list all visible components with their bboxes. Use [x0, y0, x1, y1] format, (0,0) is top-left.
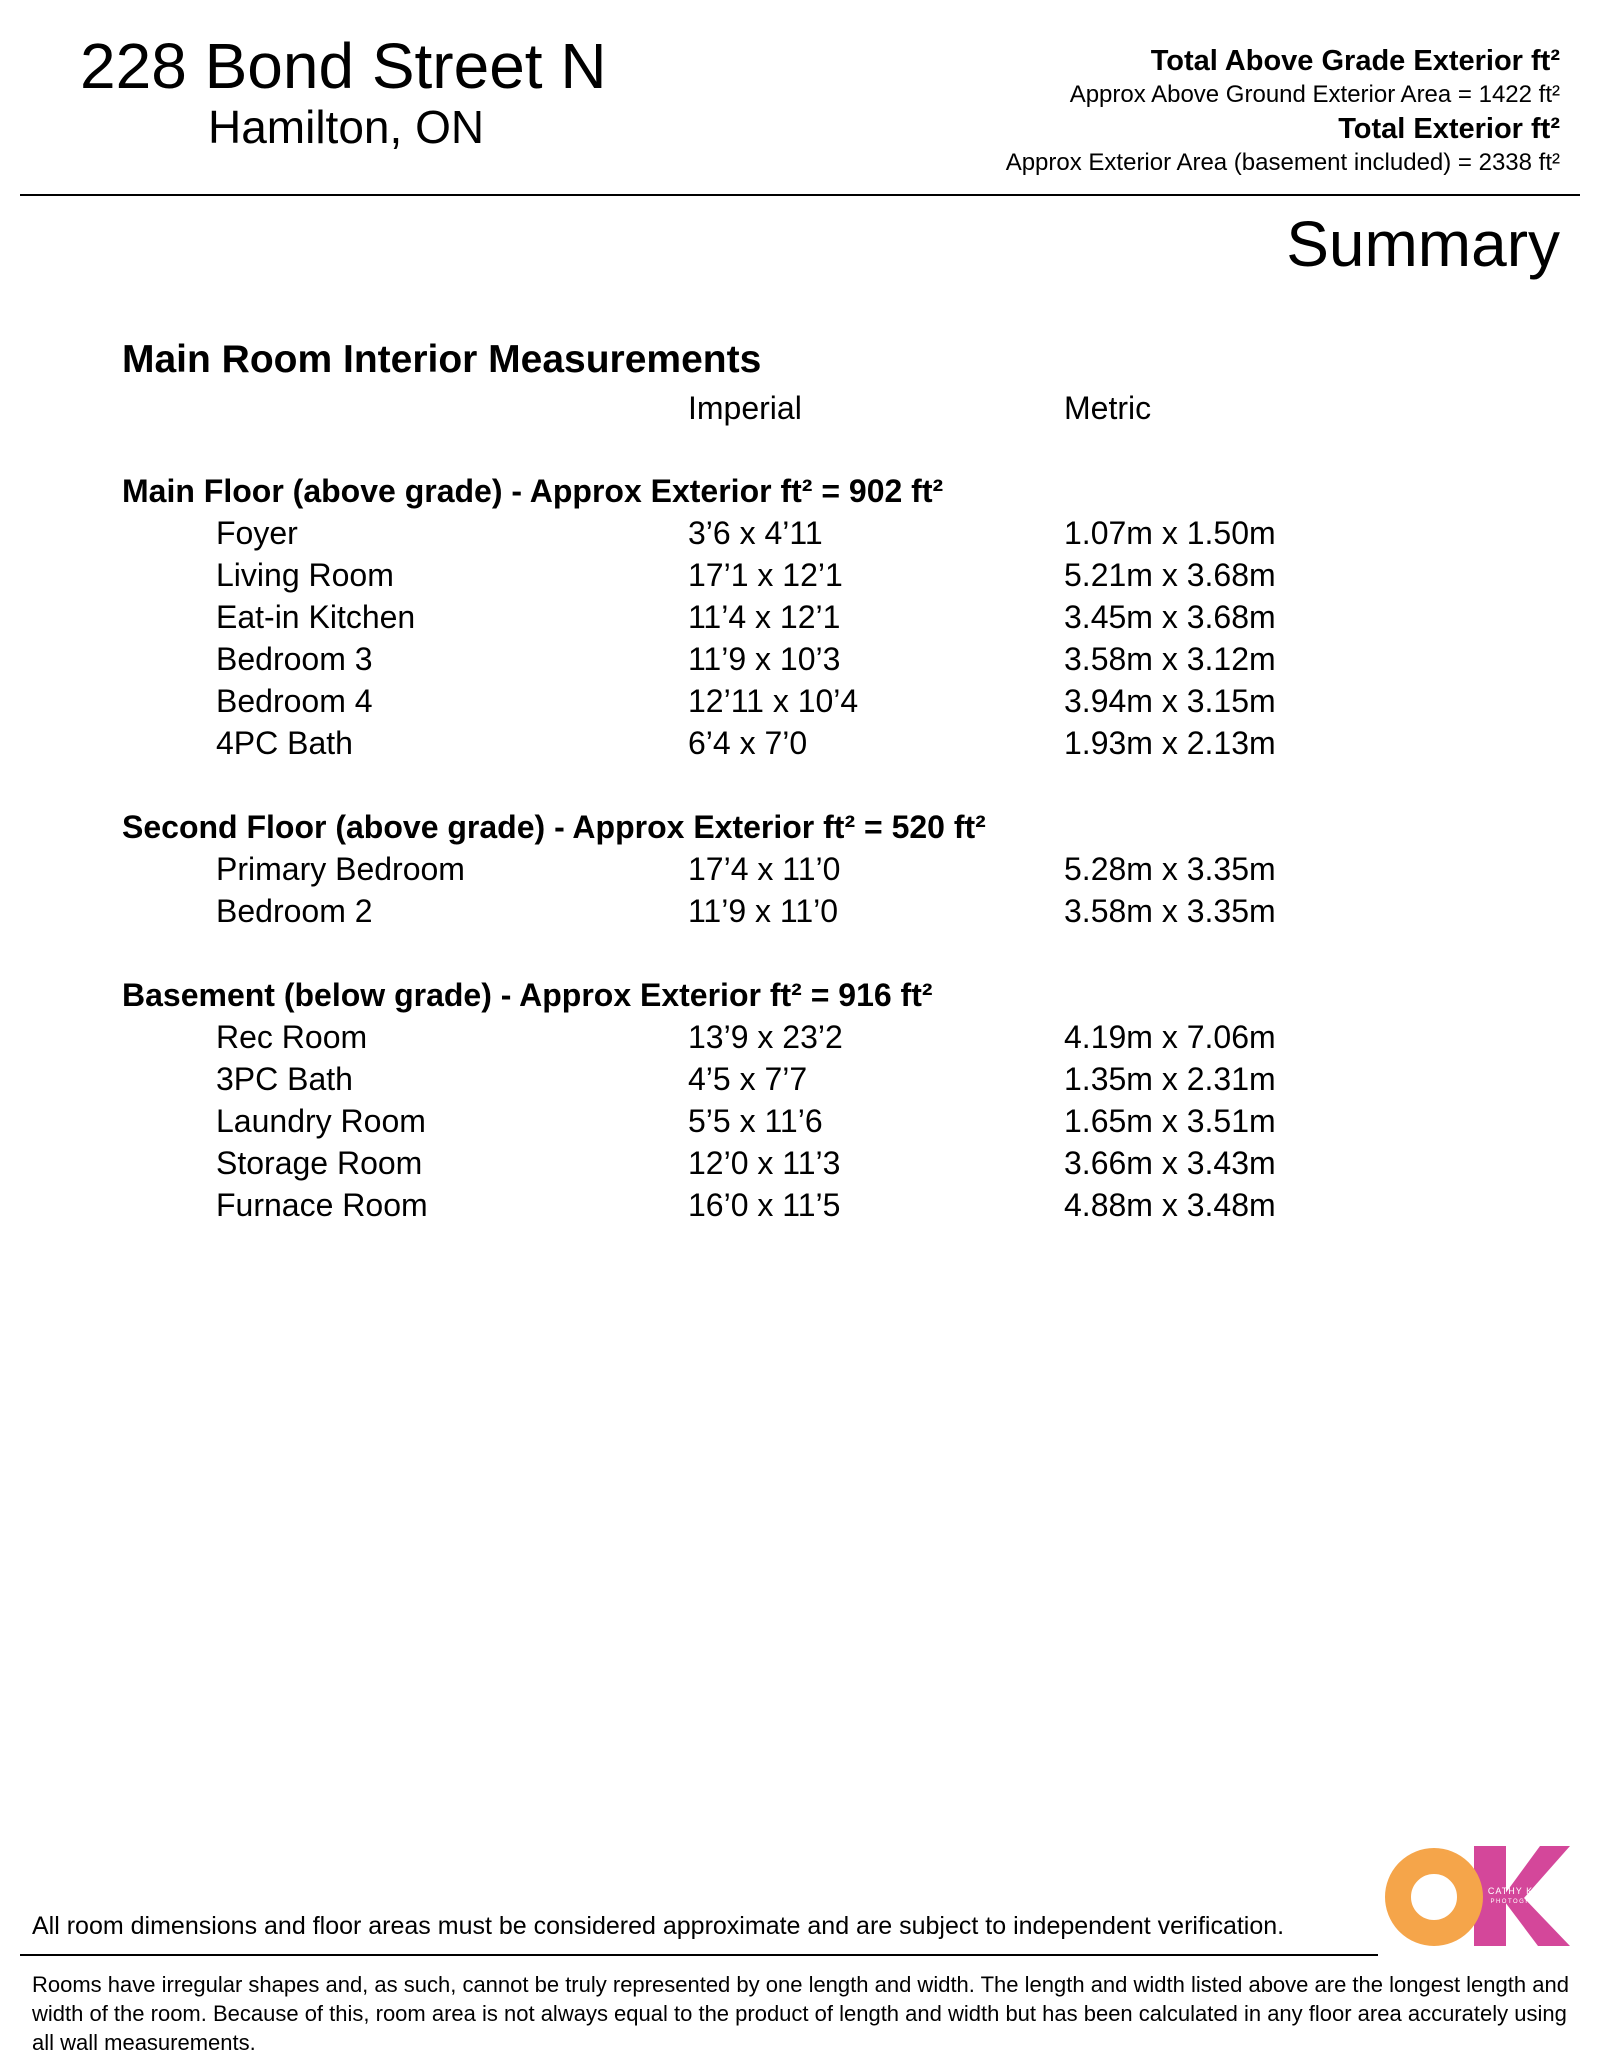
- table-row: [122, 638, 1322, 680]
- room-metric: 3.45m x 3.68m: [1064, 599, 1276, 635]
- room-imperial: 11’4 x 12’1: [688, 599, 841, 635]
- table-row: [122, 722, 1322, 764]
- room-imperial: 5’5 x 11’6: [688, 1103, 823, 1139]
- section-title: Main Floor (above grade) - Approx Exterior ft² = 902 ft²: [122, 473, 944, 509]
- room-metric: 1.07m x 1.50m: [1064, 515, 1276, 551]
- total-above-grade-label: Total Above Grade Exterior ft²: [1150, 45, 1560, 77]
- room-imperial: 11’9 x 10’3: [688, 641, 841, 677]
- room-name: Furnace Room: [216, 1187, 428, 1223]
- cathy-koop-logo: [1372, 1840, 1572, 1950]
- room-imperial: 17’1 x 12’1: [688, 557, 843, 593]
- room-metric: 5.21m x 3.68m: [1064, 557, 1276, 593]
- section-second-floor: [122, 806, 1322, 932]
- property-city: Hamilton, ON: [208, 101, 485, 153]
- room-imperial: 13’9 x 23’2: [688, 1019, 843, 1055]
- above-ground-area: Approx Above Ground Exterior Area = 1422 ft²: [1069, 81, 1560, 108]
- table-row: [122, 554, 1322, 596]
- room-name: 3PC Bath: [216, 1061, 353, 1097]
- room-metric: 5.28m x 3.35m: [1064, 851, 1276, 887]
- room-name: 4PC Bath: [216, 725, 353, 761]
- room-metric: 3.58m x 3.35m: [1064, 893, 1276, 929]
- table-row: [122, 890, 1322, 932]
- room-imperial: 17’4 x 11’0: [688, 851, 841, 887]
- room-metric: 3.58m x 3.12m: [1064, 641, 1276, 677]
- room-imperial: 3’6 x 4’11: [688, 515, 823, 551]
- room-name: Laundry Room: [216, 1103, 426, 1139]
- room-imperial: 12’0 x 11’3: [688, 1145, 841, 1181]
- logo-k-lower-arm: [1502, 1898, 1570, 1946]
- section-title: Basement (below grade) - Approx Exterior ft² = 916 ft²: [122, 977, 933, 1013]
- table-row: [122, 1184, 1322, 1226]
- table-row: [122, 1016, 1322, 1058]
- room-metric: 1.65m x 3.51m: [1064, 1103, 1276, 1139]
- footer-divider: [20, 1954, 1378, 1956]
- table-row: [122, 680, 1322, 722]
- exterior-area: Approx Exterior Area (basement included) = 2338 ft²: [1005, 149, 1560, 176]
- room-name: Bedroom 2: [216, 893, 373, 929]
- room-metric: 1.93m x 2.13m: [1064, 725, 1276, 761]
- room-name: Eat-in Kitchen: [216, 599, 416, 635]
- table-row: [122, 512, 1322, 554]
- property-address: 228 Bond Street N: [80, 30, 607, 102]
- area-totals: [660, 44, 1560, 180]
- room-metric: 4.19m x 7.06m: [1064, 1019, 1276, 1055]
- total-exterior-label: Total Exterior ft²: [1338, 113, 1560, 145]
- column-header-metric: Metric: [1064, 390, 1152, 426]
- logo-graphic: [1372, 1840, 1572, 1950]
- room-imperial: 11’9 x 11’0: [688, 893, 839, 929]
- logo-tagline-name: CATHY KOOP: [1487, 1886, 1557, 1896]
- measurements-heading: Main Room Interior Measurements: [122, 338, 762, 381]
- section-title: Second Floor (above grade) - Approx Exterior ft² = 520 ft²: [122, 809, 986, 845]
- room-metric: 1.35m x 2.31m: [1064, 1061, 1276, 1097]
- logo-tagline-photography: PHOTOGRAPHY: [1490, 1899, 1554, 1905]
- table-row: [122, 848, 1322, 890]
- room-name: Primary Bedroom: [216, 851, 465, 887]
- room-name: Bedroom 4: [216, 683, 373, 719]
- room-name: Living Room: [216, 557, 394, 593]
- room-name: Storage Room: [216, 1145, 423, 1181]
- section-main-floor: [122, 470, 1322, 764]
- room-name: Foyer: [216, 515, 298, 551]
- disclaimer: All room dimensions and floor areas must be considered approximate and are subject to independent verification.: [32, 1912, 1285, 1940]
- room-imperial: 12’11 x 10’4: [688, 683, 859, 719]
- table-row: [122, 1058, 1322, 1100]
- room-imperial: 6’4 x 7’0: [688, 725, 808, 761]
- room-metric: 4.88m x 3.48m: [1064, 1187, 1276, 1223]
- room-name: Rec Room: [216, 1019, 368, 1055]
- header-divider: [20, 194, 1580, 196]
- table-row: [122, 1100, 1322, 1142]
- column-header-imperial: Imperial: [688, 390, 802, 426]
- room-metric: 3.94m x 3.15m: [1064, 683, 1276, 719]
- page-title: Summary: [1286, 208, 1560, 280]
- section-basement: [122, 974, 1322, 1226]
- room-imperial: 4’5 x 7’7: [688, 1061, 808, 1097]
- table-row: [122, 1142, 1322, 1184]
- measurement-note: Rooms have irregular shapes and, as such, cannot be truly represented by one length and width. The length and width listed above are the longest length and width of the room. Because of this, room area is not always equal to the product of length and width but has been calculated in any floor area accurately using all wall measurements.: [32, 1972, 1569, 2055]
- room-metric: 3.66m x 3.43m: [1064, 1145, 1276, 1181]
- table-row: [122, 596, 1322, 638]
- room-name: Bedroom 3: [216, 641, 373, 677]
- room-imperial: 16’0 x 11’5: [688, 1187, 841, 1223]
- logo-o-ring: [1398, 1861, 1470, 1933]
